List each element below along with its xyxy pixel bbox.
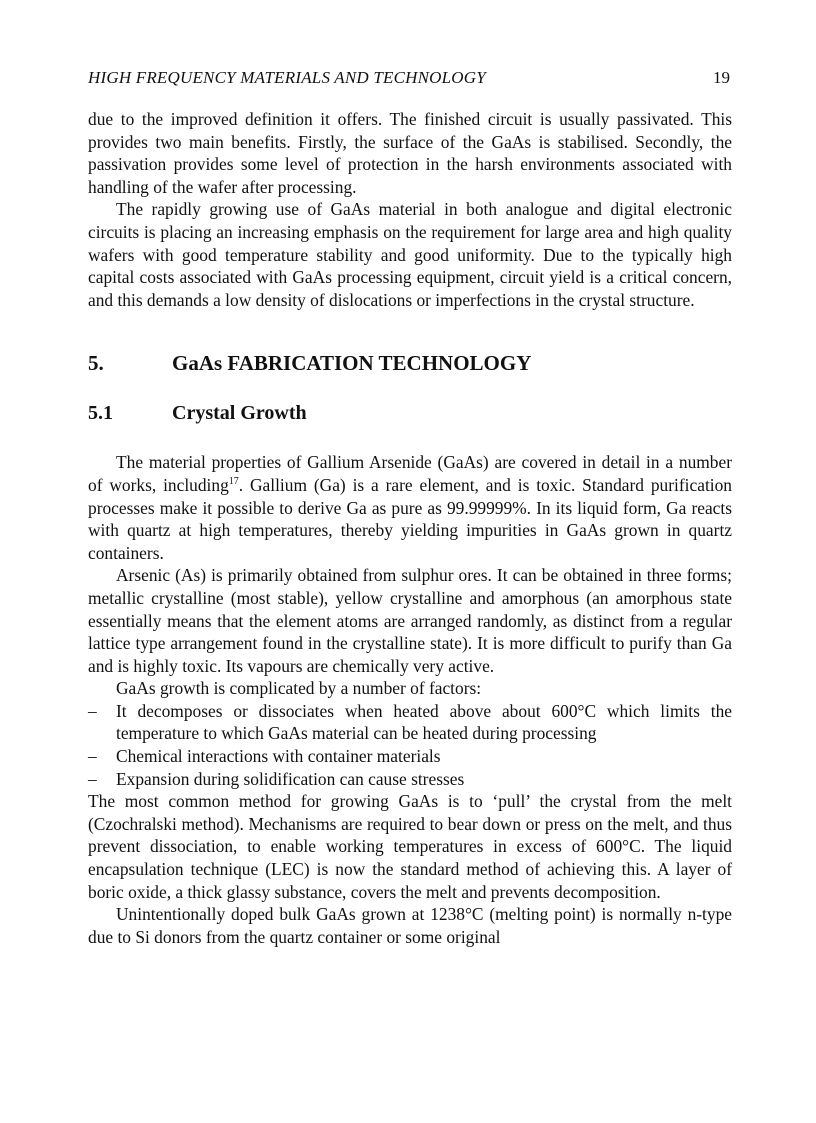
list-item (88, 700, 732, 745)
body-paragraph: The most common method for growing GaAs is to ‘pull’ the crystal from the melt (Czochralski method). Mechanisms are required to bear down or press on the melt, and thus prevent dissociation, to enable working temperatures in excess of 600°C. The liquid encapsulation technique (LEC) is now the standard method of achieving this. A layer of boric oxide, a thick glassy substance, covers the melt and prevents decomposition. (88, 791, 732, 902)
list-bullet: – (88, 768, 97, 789)
page-number: 19 (713, 68, 730, 87)
list-item-text: Expansion during solidification can cause stresses (116, 768, 465, 789)
subsection-heading (88, 402, 732, 425)
body-paragraph: Arsenic (As) is primarily obtained from sulphur ores. It can be obtained in three forms; metallic crystalline (most stable), yellow crystalline and amorphous (an amorphous state essentially means that the element atoms are arranged randomly, as distinct from a regular lattice type arrangement found in the crystalline state). It is more difficult to purify than Ga and is highly toxic. Its vapours are chemically very active. (88, 565, 732, 676)
running-header (88, 68, 732, 88)
body-paragraph (88, 451, 732, 564)
section-heading (88, 351, 732, 376)
running-title: HIGH FREQUENCY MATERIALS AND TECHNOLOGY (88, 68, 486, 87)
list-item (88, 745, 732, 768)
list-bullet: – (88, 746, 97, 767)
list-bullet: – (88, 700, 97, 721)
body-paragraph: GaAs growth is complicated by a number of factors: (116, 678, 482, 699)
list-item-text: It decomposes or dissociates when heated above about 600°C which limits the temperature to which GaAs material can be heated during processing (116, 700, 732, 744)
list-item (88, 768, 732, 791)
reference-superscript: 17 (228, 476, 239, 488)
body-paragraph: due to the improved definition it offers. The finished circuit is usually passivated. This provides two main benefits. Firstly, the surface of the GaAs is stabilised. Secondly, the passivation provides some level of protection in the harsh environments associated with handling of the wafer after processing. (88, 109, 732, 197)
section-title: GaAs FABRICATION TECHNOLOGY (172, 351, 532, 376)
paragraph-text: The material properties of Gallium Arsenide (GaAs) are covered in detail in a number of works, including (88, 452, 732, 495)
body-paragraph: The rapidly growing use of GaAs material in both analogue and digital electronic circuits is placing an increasing emphasis on the requirement for large area and high quality wafers with good temperature stability and good uniformity. Due to the typically high capital costs associated with GaAs processing equipment, circuit yield is a critical concern, and this demands a low density of dislocations or imperfections in the crystal structure. (88, 199, 732, 310)
subsection-title: Crystal Growth (172, 402, 307, 425)
subsection-number: 5.1 (88, 402, 113, 425)
section-number: 5. (88, 351, 104, 376)
body-paragraph: Unintentionally doped bulk GaAs grown at 1238°C (melting point) is normally n-type due to Si donors from the quartz container or some original (88, 904, 732, 947)
document-page (88, 68, 732, 948)
factor-list (88, 700, 732, 790)
paragraph-text: . Gallium (Ga) is a rare element, and is toxic. Standard purification processes make it possible to derive Ga as pure as 99.99999%. In its liquid form, Ga reacts with quartz at high temperatures, thereby yielding impurities in GaAs grown in quartz containers. (88, 474, 732, 563)
list-item-text: Chemical interactions with container materials (116, 746, 441, 767)
